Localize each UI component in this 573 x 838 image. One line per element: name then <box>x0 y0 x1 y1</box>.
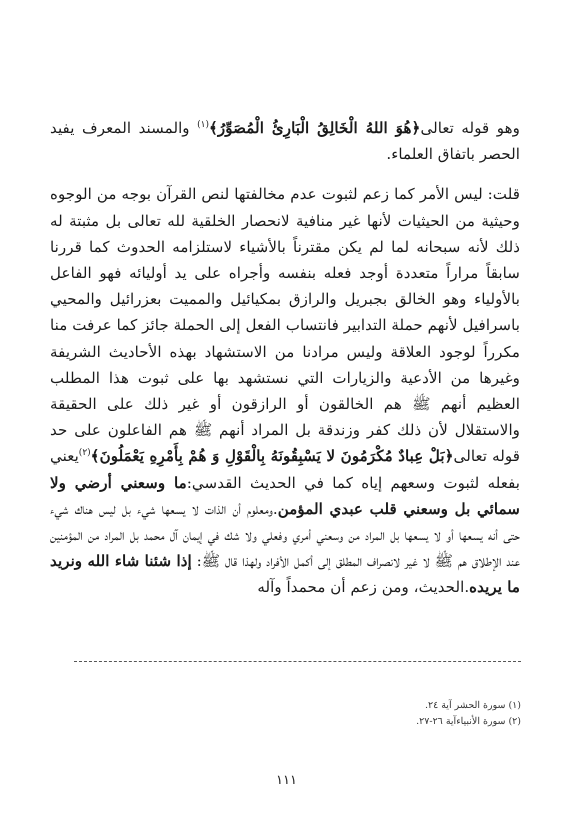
page-number: ١١١ <box>276 773 297 788</box>
quran-verse: ﴿بَلْ عِبادٌ مُكْرَمُونَ لا يَسْبِقُونَهُ بِالْقَوْلِ وَ هُمْ بِأَمْرِهِ يَعْمَلُونَ﴾ <box>90 447 454 466</box>
text-span: .الحديث، ومن زعم أن محمداً وآله <box>257 578 470 597</box>
footnote-2: (٢) سورة الأنبياءآية ٢٦-٢٧. <box>416 716 521 727</box>
paragraph-1 <box>50 115 520 167</box>
text-span: يعني بفعله لثبوت وسعهم إياه كما في الحديث القدسي: <box>50 447 520 492</box>
text-span: وهو قوله تعالى <box>420 119 520 137</box>
text-span: .ومعلوم أن الذات لا يسعها شيء بل ليس هناك شيء حتى أنه يسعها أو لا يسعها بل المراد من وسعني أمري وفعلي ولا شك في إيمان آل محمد بل المراد من المؤمنين عند الإطلاق هم <box>50 499 521 571</box>
footnote-ref: (٢) <box>78 448 91 459</box>
text-span: هم الفاعلون على حد قوله تعالى <box>50 421 521 466</box>
salawat-symbol: ﷺ <box>434 552 453 571</box>
footnote-divider <box>74 661 521 662</box>
salawat-symbol: ﷺ <box>201 552 221 571</box>
salawat-symbol: ﷺ <box>193 421 213 440</box>
footnotes <box>52 698 521 730</box>
footnote-ref: (١) <box>197 119 210 130</box>
hadith-quote: إذا شئنا شاء الله ونريد ما يريده <box>50 552 520 597</box>
text-span: قلت: ليس الأمر كما زعم لثبوت عدم مخالفتها لنص القرآن بوجه من الوجوه وحيثية من الحيثيات لأنها غير منافية لانحصار الخلقية لله تعالى بل مثبتة له ذلك لأنه سبحانه لما لم يكن مقترناً بالأشياء لاستلزامه الحدوث كما قررنا سابقاً مراراً متعددة أوجد فعله بنفسه وأجراه على يد أوليائه فهو الفاعل بالأولياء وهو الخالق بجبريل والرازق بمكيائيل والمميت بعزرائيل والمحيي باسرافيل لأنهم حملة التدابير فانتساب الفعل إلى الحملة جائز كما عرفت منا مكرراً لوجود العلاقة وليس مرادنا من الاستشهاد بهذه الأحاديث الشريفة وغيرها من الأدعية والزيارات التي نستشهد بها على ثبوت هذا المطلب العظيم أنهم <box>50 185 521 414</box>
hadith-quote: ما وسعني أرضي ولا سمائي بل وسعني قلب عبدي المؤمن <box>50 473 520 518</box>
text-span: لا غير لانصراف المطلق إلى أكمل الأفراد ولهذا قال <box>225 552 430 571</box>
salawat-symbol: ﷺ <box>412 395 431 414</box>
main-text <box>50 115 520 601</box>
text-span: والمسند المعرف يفيد الحصر باتفاق العلماء. <box>50 119 520 164</box>
text-span: : <box>196 552 202 571</box>
footnote-1: (١) سورة الحشر آية ٢٤. <box>424 700 521 711</box>
paragraph-2 <box>50 181 520 600</box>
text-span: هم الخالقون أو الرازقون أو غير ذلك على الحقيقة والاستقلال لأن ذلك كفر وزندقة بل المراد أنهم <box>50 395 521 440</box>
quran-verse: ﴿هُوَ اللهُ الْخَالِقُ الْبَارِئُ الْمُصَوِّرُ﴾ <box>209 119 421 137</box>
